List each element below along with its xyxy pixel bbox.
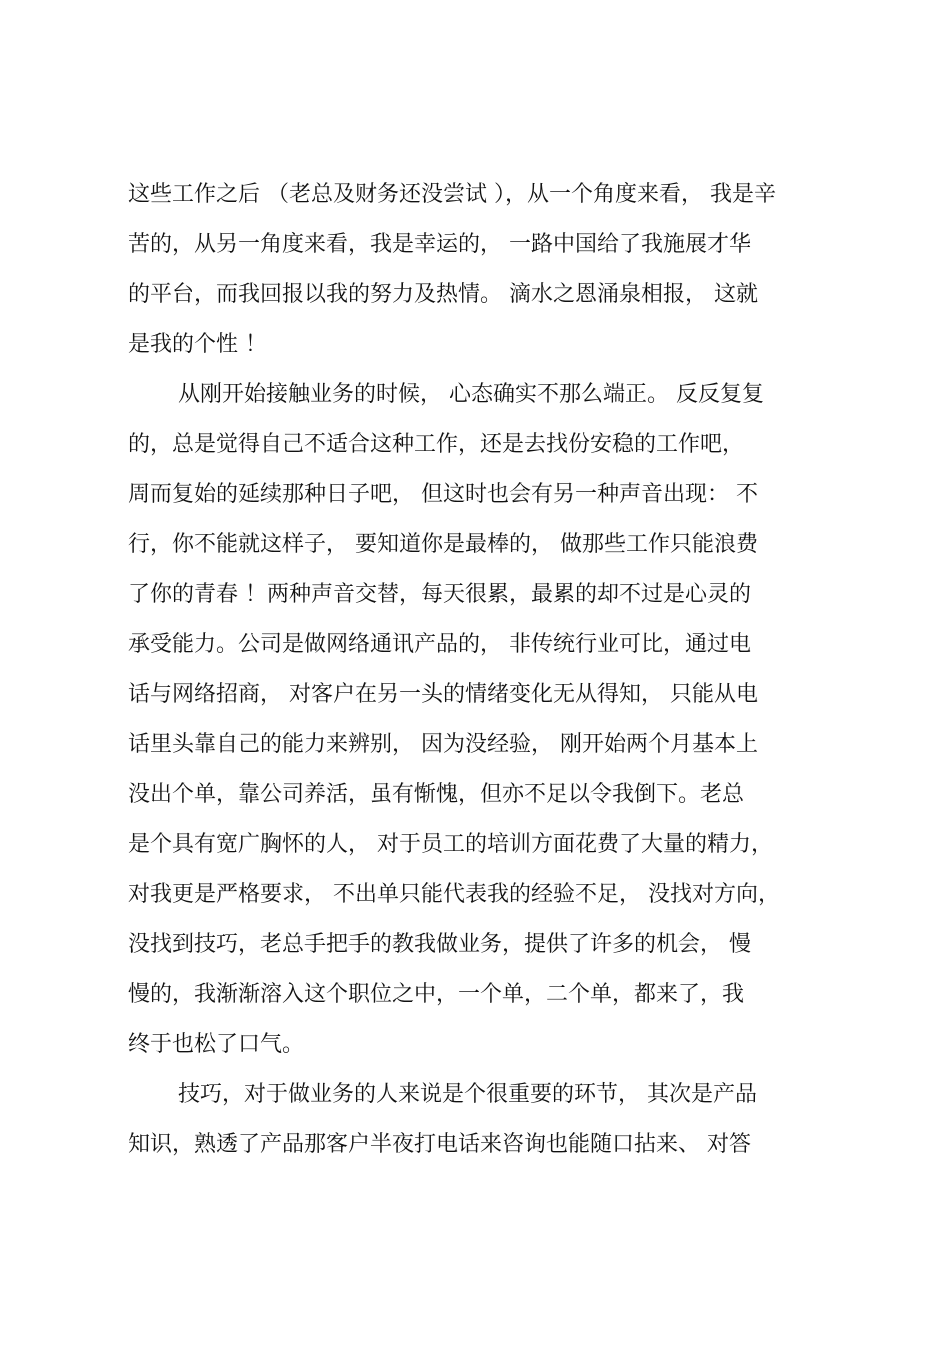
text-line: 没找到技巧，老总手把手的教我做业务，提供了许多的机会， 慢	[128, 932, 751, 957]
text-line: 是我的个性 ！	[128, 332, 267, 357]
text-line: 知识，熟透了产品那客户半夜打电话来咨询也能随口拈来、 对答	[128, 1132, 751, 1157]
text-line: 对我更是严格要求， 不出单只能代表我的经验不足， 没找对方向，	[128, 882, 780, 907]
text-line: 周而复始的延续那种日子吧， 但这时也会有另一种声音出现： 不	[128, 482, 758, 507]
text-line: 从刚开始接触业务的时候， 心态确实不那么端正。 反反复复	[178, 382, 764, 407]
text-line: 这些工作之后 （老总及财务还没尝试 ），从一个角度来看， 我是辛	[128, 182, 776, 207]
text-line: 没出个单，靠公司养活，虽有惭愧，但亦不足以令我倒下。老总	[128, 782, 745, 807]
text-line: 的平台，而我回报以我的努力及热情。 滴水之恩涌泉相报， 这就	[128, 282, 758, 307]
text-line: 了你的青春 ！两种声音交替，每天很累，最累的却不过是心灵的	[128, 582, 751, 607]
text-line: 行，你不能就这样子， 要知道你是最棒的， 做那些工作只能浪费	[128, 532, 758, 557]
text-line: 技巧，对于做业务的人来说是个很重要的环节， 其次是产品	[178, 1082, 757, 1107]
text-line: 是个具有宽广胸怀的人， 对于员工的培训方面花费了大量的精力，	[128, 832, 773, 857]
text-line: 话与网络招商， 对客户在另一头的情绪变化无从得知， 只能从电	[128, 682, 758, 707]
text-line: 承受能力。公司是做网络通讯产品的， 非传统行业可比，通过电	[128, 632, 751, 657]
text-line: 话里头靠自己的能力来辨别， 因为没经验， 刚开始两个月基本上	[128, 732, 758, 757]
text-line: 的，总是觉得自己不适合这种工作，还是去找份安稳的工作吧，	[128, 432, 745, 457]
text-line: 慢的，我渐渐溶入这个职位之中，一个单，二个单，都来了，我	[128, 982, 745, 1007]
text-line: 苦的，从另一角度来看，我是幸运的， 一路中国给了我施展才华	[128, 232, 751, 257]
text-line: 终于也松了口气。	[128, 1032, 305, 1057]
